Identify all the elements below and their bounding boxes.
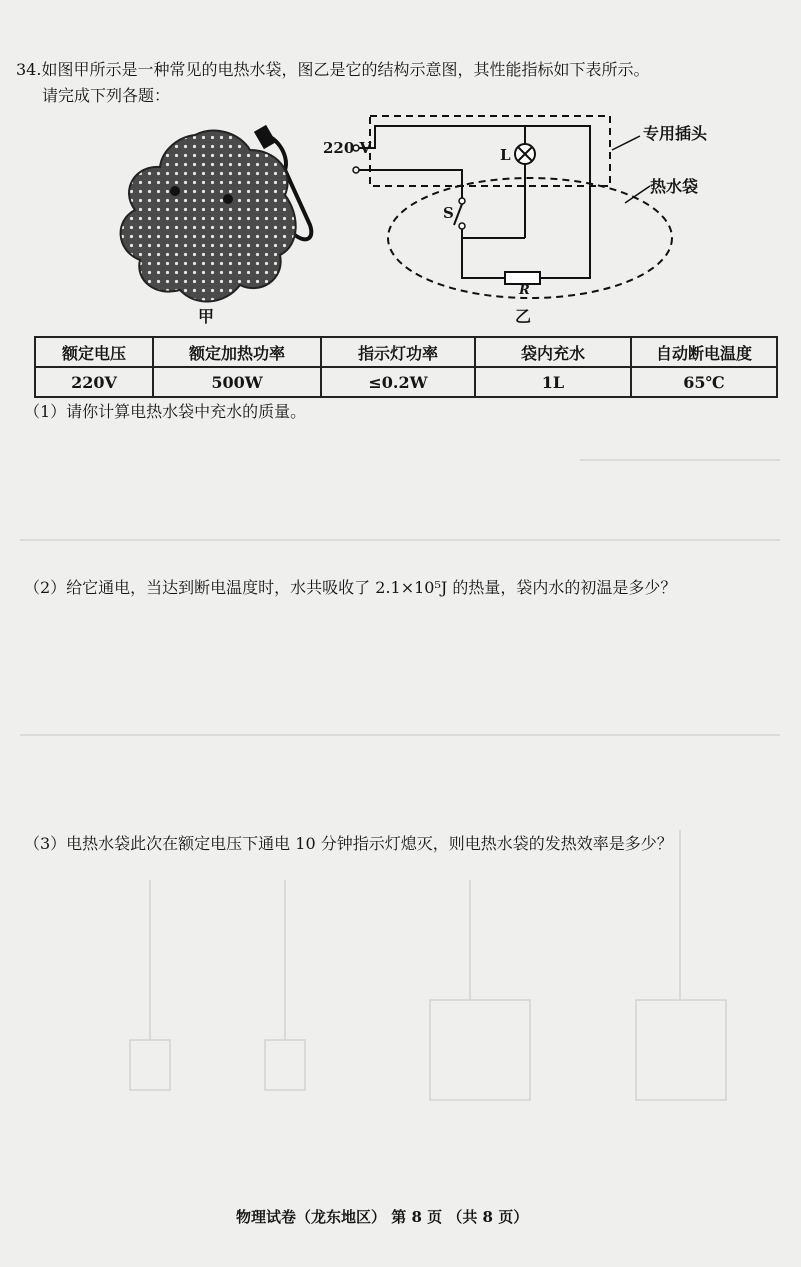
plug-label: 专用插头 [643,124,708,143]
resistor-label: R [519,283,530,298]
voltage-label: 220 V [323,139,372,157]
spec-value-cell: 500W [153,367,321,397]
spec-value-cell: 220V [35,367,153,397]
spec-header-cell: 额定加热功率 [153,337,321,367]
spec-value-cell: ≤0.2W [321,367,475,397]
figure-yi-caption: 乙 [515,307,532,326]
spec-header-cell: 额定电压 [35,337,153,367]
hot-water-bag-photo [100,115,330,315]
spec-table [34,336,778,398]
figure-jia-caption: 甲 [198,307,215,326]
sub-question-2: （2）给它通电，当达到断电温度时，水共吸收了 2.1×10⁵J 的热量，袋内水的初温是多少？ [24,578,677,597]
question-instruction: 请完成下列各题： [42,86,171,105]
bag-label: 热水袋 [650,177,699,196]
spec-header-cell: 指示灯功率 [321,337,475,367]
page-footer: 物理试卷（龙东地区） 第 8 页 （共 8 页） [236,1208,529,1226]
spec-header-cell: 袋内充水 [475,337,631,367]
question-title: 34.如图甲所示是一种常见的电热水袋，图乙是它的结构示意图，其性能指标如下表所示。 [16,60,650,79]
spec-table-header-row [35,337,777,367]
sub-question-3: （3）电热水袋此次在额定电压下通电 10 分钟指示灯熄灭，则电热水袋的发热效率是多少？ [24,834,673,853]
sub-question-1: （1）请你计算电热水袋中充水的质量。 [24,402,307,421]
switch-label: S [443,204,454,222]
spec-header-cell: 自动断电温度 [631,337,777,367]
spec-table-value-row [35,367,777,397]
spec-value-cell: 65℃ [631,367,777,397]
circuit-diagram [350,108,680,308]
spec-value-cell: 1L [475,367,631,397]
lamp-label: L [500,146,511,164]
